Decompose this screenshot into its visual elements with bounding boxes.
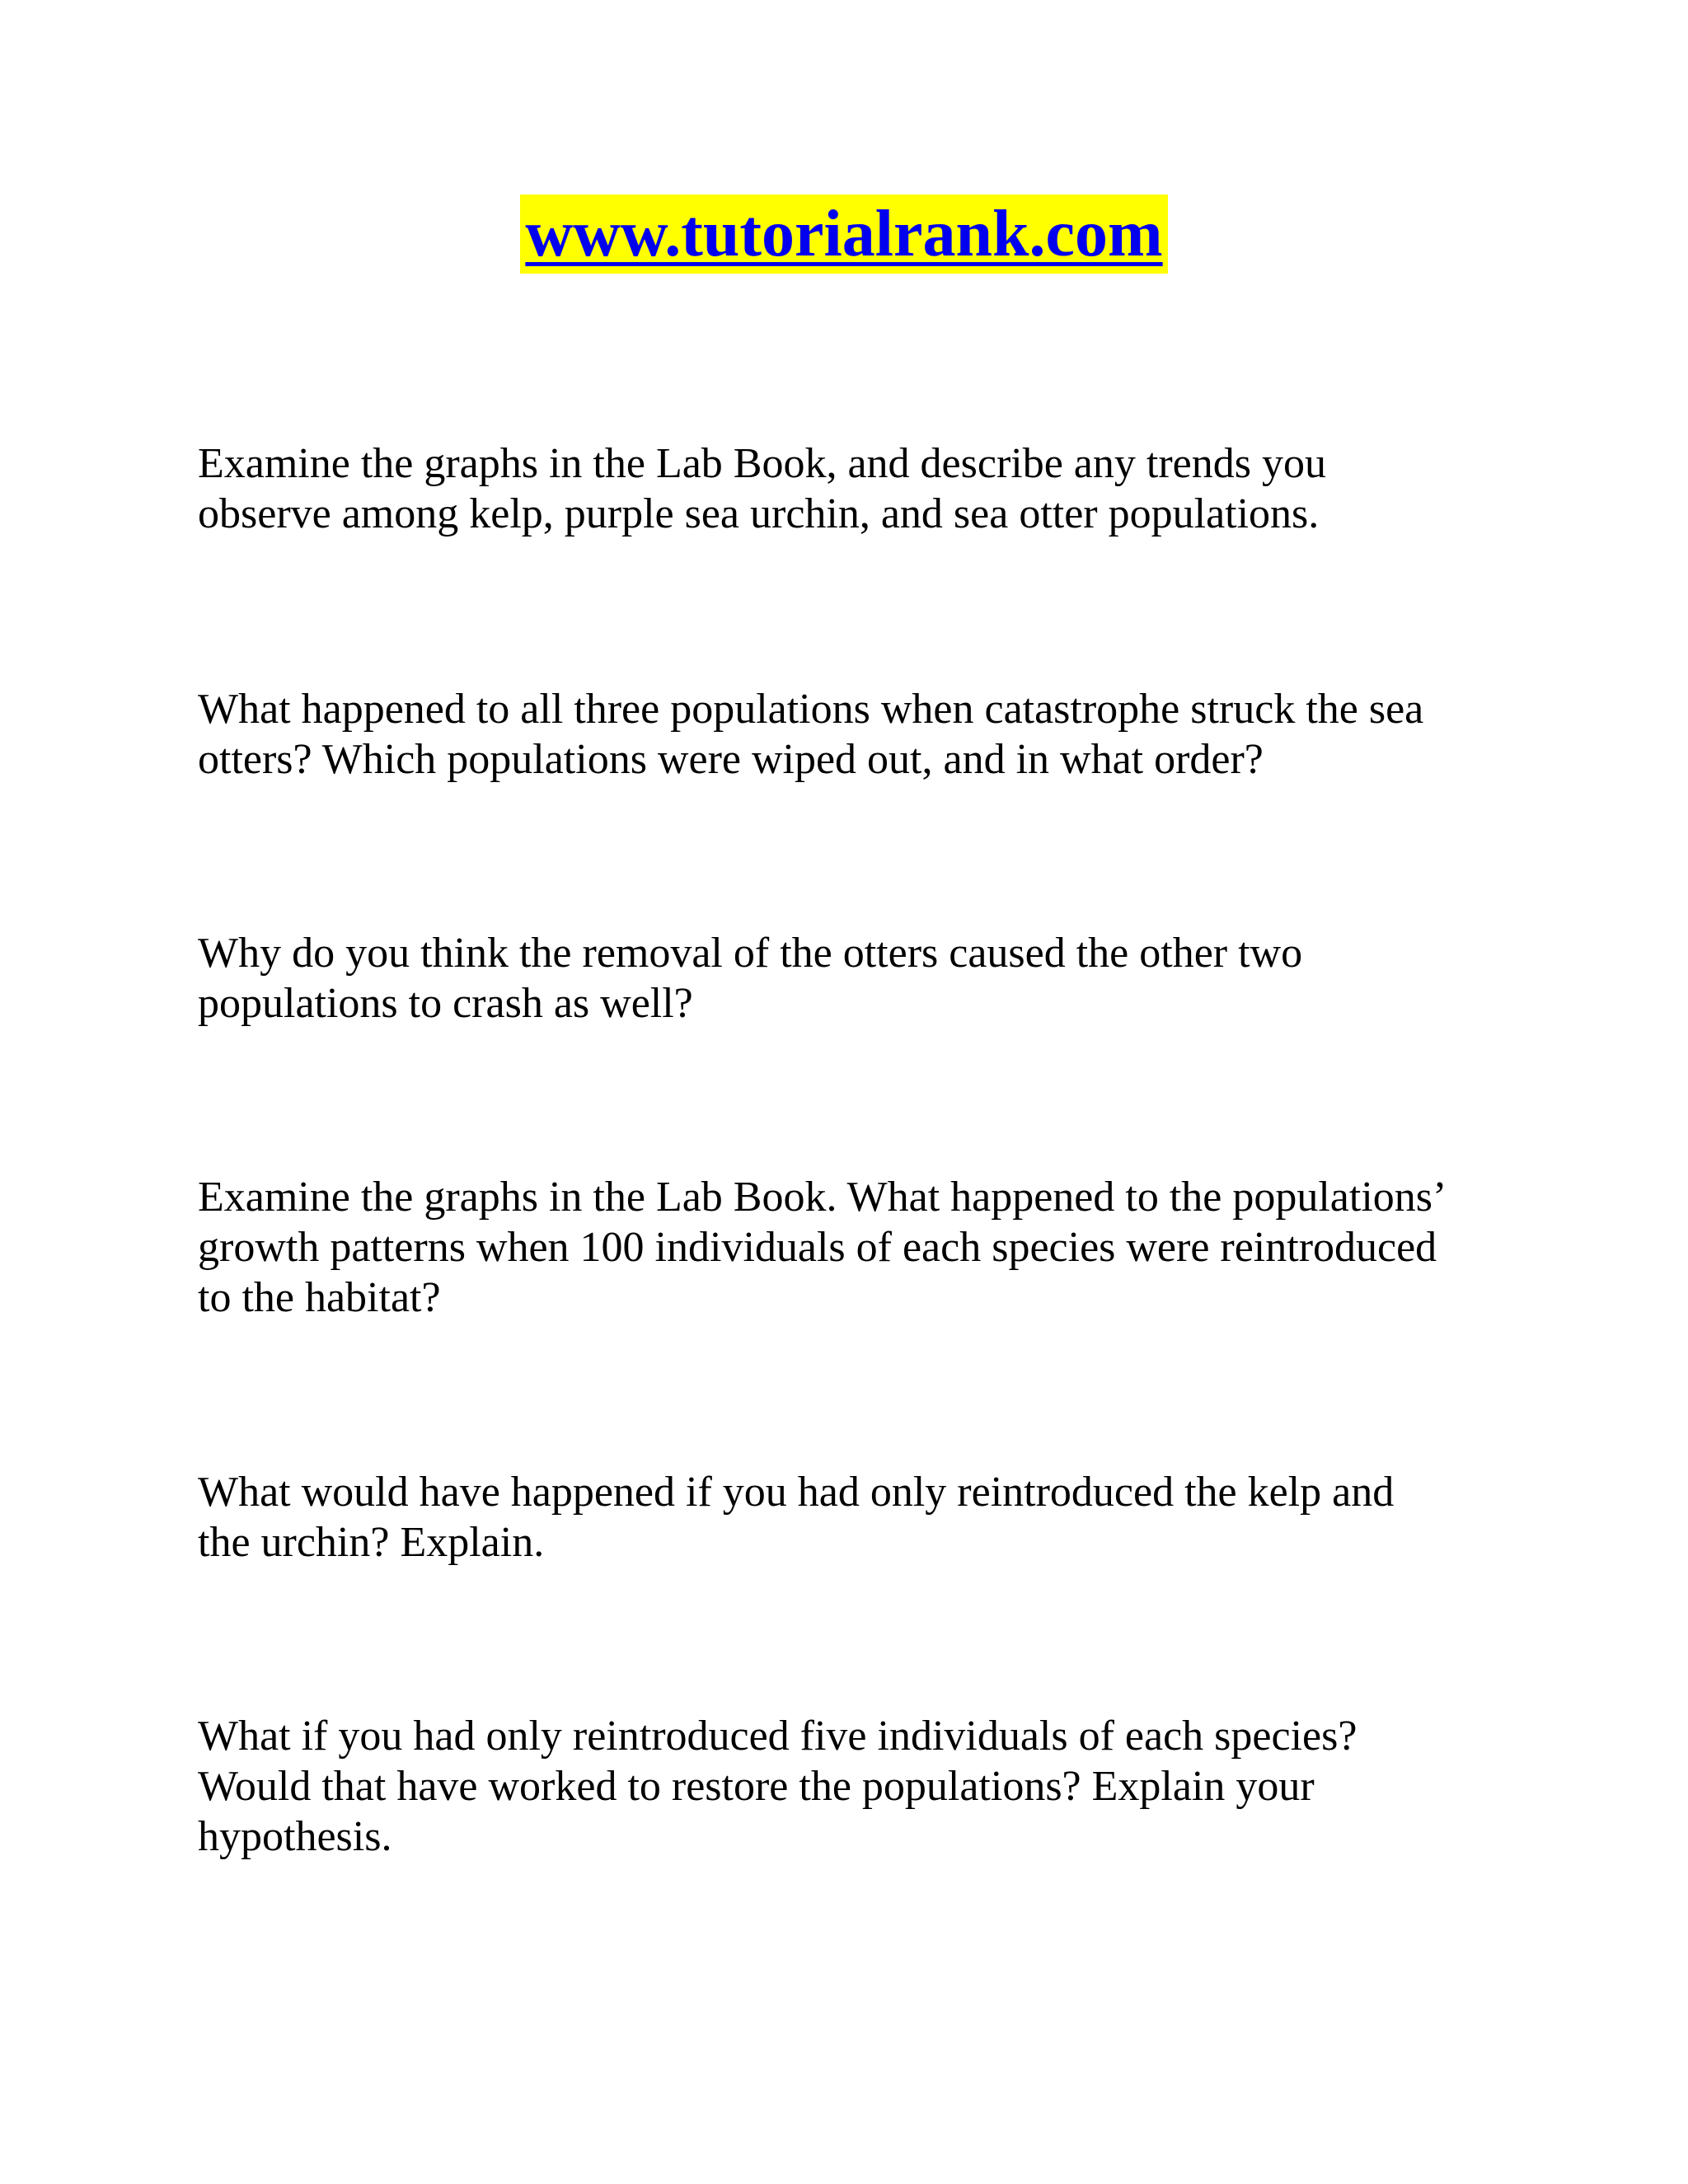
site-link[interactable]: www.tutorialrank.com xyxy=(520,194,1167,274)
question-2: What happened to all three populations when catastrophe struck the sea otters? Which populations were wiped out, and in what order? xyxy=(198,686,1424,783)
header xyxy=(0,194,1688,274)
question-1: Examine the graphs in the Lab Book, and describe any trends you observe among kelp, purple sea urchin, and sea otter populations. xyxy=(198,440,1326,537)
question-4: Examine the graphs in the Lab Book. What happened to the populations’ growth patterns when 100 individuals of each species were reintroduced to the habitat? xyxy=(198,1174,1447,1321)
question-3: Why do you think the removal of the otters caused the other two populations to crash as well? xyxy=(198,930,1303,1027)
question-6: What if you had only reintroduced five individuals of each species? Would that have worked to restore the populations? Explain your hypothesis. xyxy=(198,1713,1357,1860)
question-5: What would have happened if you had only reintroduced the kelp and the urchin? Explain. xyxy=(198,1469,1395,1566)
